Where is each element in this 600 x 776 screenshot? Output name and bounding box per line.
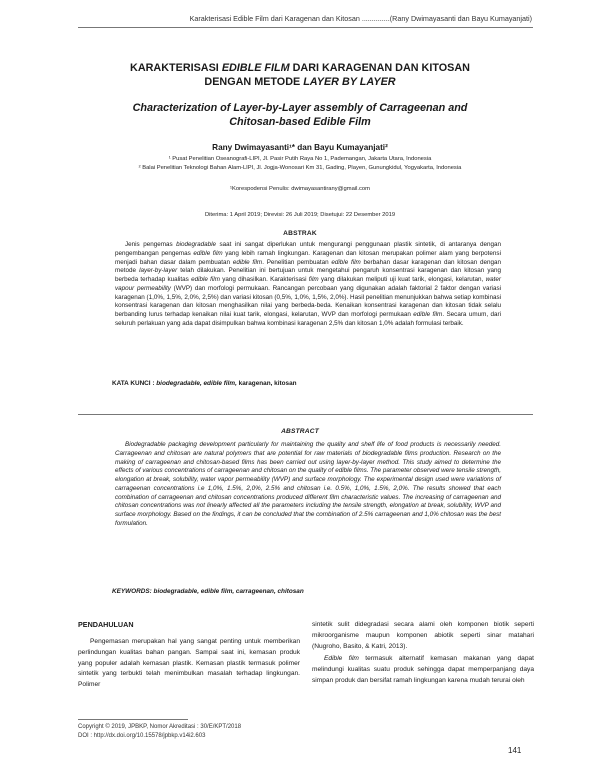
left-column [78, 637, 300, 691]
submission-dates: Diterima: 1 April 2019; Direvisi: 26 Juli 2019; Disetujui: 22 Desember 2019 [204, 212, 396, 218]
abstrak-text: berbahan dasar karagenan dan kitosan dengan metode [115, 258, 501, 275]
abstrak-text: . Secara umum, dari seluruh perlakuan yang ada dapat disimpulkan bahwa kombinasi karagenan 2,5% dan kitosan 1,0% adalah formulasi terbaik. [115, 311, 501, 327]
abstrak-italic-term: layer-by-layer [139, 267, 178, 275]
title-id-line2: DENGAN METODE [204, 75, 304, 88]
title-indonesian [60, 62, 540, 89]
abstrak-text: yang dihasilkan. Karakterisasi [219, 276, 309, 283]
title-en-line2: Chitosan-based Edible Film [229, 115, 371, 128]
authors: Rany Dwimayasanti¹* dan Bayu Kumayanjati² [212, 143, 388, 152]
abstract-heading: ABSTRACT [281, 428, 319, 435]
abstrak-body [115, 241, 501, 329]
title-id-italic: EDIBLE FILM [221, 62, 290, 74]
abstrak-italic-term: edible film [232, 258, 263, 266]
kata-kunci-label: KATA KUNCI : [112, 380, 155, 387]
abstract-rule [78, 414, 533, 415]
right-column [312, 620, 534, 687]
abstrak-text: (WVP) dan morfologi permukaan. Rancangan percobaan yang digunakan adalah faktorial 2 faktor dengan variasi karagenan (1,0%, 1,5%, 2,0%, 2,5%) dan variasi kitosan (0,5%, 1,0%, 1,5%, 2,0%). Hasil penelitian menunjukkan bahwa setiap kombinasi konsentrasi karagenan dan kitosan menghasilkan nilai yang berbeda-beda. Kenaikan konsentrasi karagenan dan kitosan tidak selalu berbanding lurus terhadap kenaikan nilai kuat tarik, elongasi, kelarutan, WVP dan morfologi permukaan [115, 284, 501, 318]
abstrak-italic-term: water vapour permeability [115, 276, 501, 292]
affiliation-2: ² Balai Penelitian Teknologi Bahan Alam-LIPI, Jl. Jogja-Wonosari Km 31, Gading, Playen, Gunungkidul, Yogyakarta, Indonesia [138, 165, 462, 171]
right-column-paragraph-2 [312, 654, 534, 686]
abstrak-text: saat ini sangat diperlukan untuk mengurangi penggunaan plastik sintetik, di antaranya dengan pengembangan pengemas [115, 241, 501, 257]
kata-kunci-terms-italic: biodegradable, edible film, [156, 380, 237, 387]
abstrak-italic-term: biodegradable [176, 241, 217, 248]
abstrak-text: . Penelitian pembuatan [262, 258, 332, 266]
edible-film-term: Edible film [324, 655, 359, 663]
left-column-paragraph: Pengemasan merupakan hal yang sangat penting untuk memberikan perlindungan kualitas bahan pangan. Sampai saat ini, kemasan produk yang populer adalah kemasan plastik. Kemasan plastik termasuk polimer sintetik yang terbukti telah menimbulkan masalah terhadap lingkungan. Polimer [78, 638, 300, 689]
abstrak-italic-term: edible film [331, 258, 361, 266]
footer-rule [78, 719, 188, 720]
section-heading: PENDAHULUAN [78, 620, 134, 629]
title-en-line1: Characterization of Layer-by-Layer assembly of Carrageenan and [132, 102, 468, 114]
page-number: 141 [508, 746, 522, 755]
abstrak-text: Jenis pengemas [125, 241, 177, 248]
footer-copyright: Copyright © 2019, JPBKP, Nomor Akreditasi : 30/E/KPT/2018 [78, 724, 242, 730]
kata-kunci-terms: karagenan, kitosan [236, 380, 297, 387]
abstrak-text: telah dilakukan. Penelitian ini bertujuan untuk mengetahui pengaruh konsentrasi karagenan dan kitosan yang berbeda terhadap kualitas [115, 267, 501, 283]
abstrak-italic-term: edible film [193, 249, 223, 257]
footer-doi: DOI : http://dx.doi.org/10.15578/jpbkp.v14i2.603 [78, 733, 206, 739]
keywords-label: KEYWORDS: [112, 588, 152, 595]
abstrak-italic-term: edible film [413, 311, 443, 318]
abstrak-text: yang lebih ramah lingkungan. Karagenan dan kitosan merupakan polimer alam yang berpotensi menjadi bahan dasar dalam pembuatan [115, 249, 501, 266]
kata-kunci [112, 380, 512, 387]
running-head: Karakterisasi Edible Film dari Karagenan dan Kitosan ..............(Rany Dwimayasanti dan Bayu Kumayanjati) [189, 14, 532, 23]
abstrak-paragraph [115, 241, 501, 329]
keywords [112, 588, 512, 595]
title-id-part3: DARI KARAGENAN DAN KITOSAN [289, 62, 470, 74]
correspondence-email: ¹Korespodensi Penulis: dwimayasantirany@gmail.com [230, 186, 370, 192]
keywords-terms: biodegradable, edible film, carrageenan, chitosan [153, 588, 304, 595]
right-column-paragraph-2-text: termasuk alternatif kemasan makanan yang dapat melindungi kualitas suatu produk sehingga dapat memperpanjang daya simpan produk dan bersifat ramah lingkungan karena mudah terurai oleh [312, 655, 534, 684]
abstrak-italic-term: edible film [191, 276, 220, 283]
abstract-body [115, 441, 501, 529]
title-english [60, 102, 540, 129]
title-id-line2-italic: LAYER BY LAYER [303, 75, 396, 88]
title-id-part1: KARAKTERISASI [130, 62, 222, 74]
abstrak-heading: ABSTRAK [283, 230, 317, 237]
header-rule [78, 27, 533, 28]
affiliation-1: ¹ Pusat Penelitian Oseanografi-LIPI, Jl. Pasir Putih Raya No 1, Pademangan, Jakarta Utara, Indonesia [168, 156, 432, 162]
right-column-paragraph-1: sintetik sulit didegradasi secara alami oleh komponen biotik seperti mikroorganisme maupun komponen abiotik seperti sinar matahari (Nugroho, Basito, & Katri, 2013). [312, 621, 534, 650]
abstract-paragraph: Biodegradable packaging development particularly for maintaining the quality and shelf life of food products is necessarily needed. Carrageenan and chitosan are natural polymers that are potential for raw materials of biodegradable films production. Research on the making of carrageenan and chitosan-based films has been carried out using layer-by-layer method. This study aimed to determine the effects of various concentrations of carrageenan and chitosan on the quality of edible films. The parameter observed were tensile strength, elongation at break, solubility, water vapor permeability (WVP) and surface morphology. The experimental design used were variations of carrageenan concentrations i.e 1,0%, 1.5%, 2,0%, 2.5% and chitosan i.e. 0.5%, 1,0%, 1.5%, 2,0%. The results showed that each combination of carrageenan and chitosan concentrations produced different film characteristic values. The increasing of carrageenan and chitosan concentrations was not linearly affected all the parameters including the tensile strength, elongation at break, solubility, WVP and surface morphology. Based on the findings, it can be concluded that the combination of 2.5% carrageenan and 1,0% chitosan was the best formulation. [115, 441, 501, 527]
abstrak-italic-term: film [308, 276, 319, 283]
abstrak-text: yang dilakukan meliputi uji kuat tarik, elongasi, kelarutan, [318, 276, 486, 283]
